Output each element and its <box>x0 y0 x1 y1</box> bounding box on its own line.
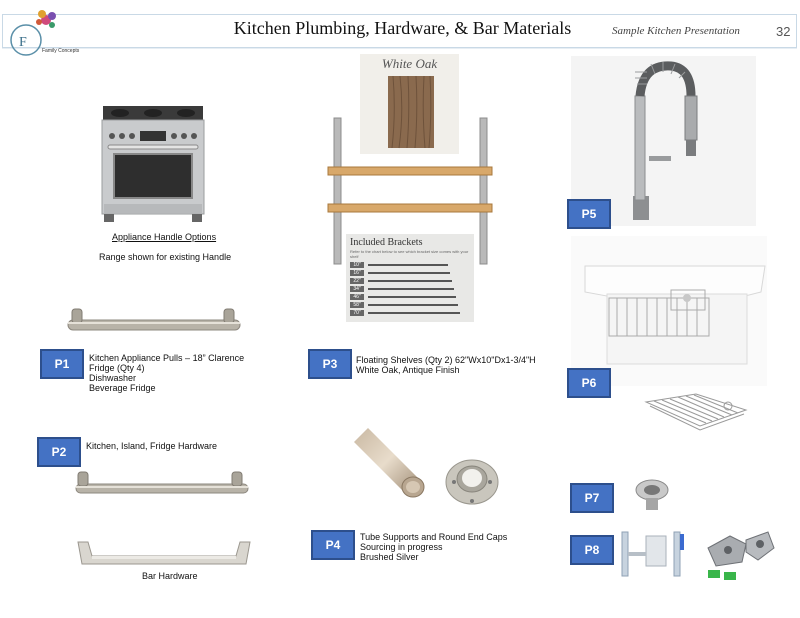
tag-p5: P5 <box>567 199 611 229</box>
bracket-size: 22" <box>350 278 364 284</box>
bar-hardware-image <box>74 536 254 568</box>
bracket-size: 34" <box>350 286 364 292</box>
bracket-bar <box>368 296 456 298</box>
white-oak-label: White Oak <box>381 56 438 71</box>
svg-text:Family Concepts: Family Concepts <box>42 48 80 54</box>
page-title: Kitchen Plumbing, Hardware, & Bar Materials <box>233 18 572 38</box>
range-note: Range shown for existing Handle <box>99 252 232 262</box>
tube-support-image <box>350 432 430 508</box>
bracket-size: 46" <box>350 294 364 300</box>
pipe-bracket-image <box>616 530 688 578</box>
p4-line: Tube Supports and Round End Caps <box>360 532 508 542</box>
p4-description <box>360 532 507 562</box>
round-end-cap-image <box>444 452 500 508</box>
bracket-size: 58" <box>350 302 364 308</box>
p3-description <box>356 355 536 375</box>
svg-text:F: F <box>19 35 27 50</box>
bracket-row <box>350 293 460 301</box>
bracket-bar <box>368 288 454 290</box>
farmhouse-sink-image <box>571 236 767 386</box>
bracket-row <box>350 269 460 277</box>
tag-p8: P8 <box>570 535 614 565</box>
island-pull-image <box>72 470 252 500</box>
p1-description <box>89 353 244 393</box>
bracket-size-list <box>350 261 460 317</box>
brackets-title: Included Brackets <box>350 237 423 248</box>
bracket-row <box>350 261 460 269</box>
bracket-bar <box>368 264 448 266</box>
strainer-image <box>630 476 674 514</box>
bracket-row <box>350 309 460 317</box>
brackets-subtitle: Refer to the chart below to see which bracket size comes with your shelf <box>350 249 469 259</box>
appliance-pull-image <box>64 306 244 338</box>
bracket-bar <box>368 304 458 306</box>
bracket-size: 70" <box>350 310 364 316</box>
bracket-row <box>350 285 460 293</box>
p1-line: Kitchen Appliance Pulls – 18” Clarence <box>89 353 245 363</box>
presentation-subtitle: Sample Kitchen Presentation <box>612 25 740 37</box>
bracket-row <box>350 277 460 285</box>
bracket-size: 10" <box>350 262 364 268</box>
p4-line: Brushed Silver <box>360 552 419 562</box>
tag-p3: P3 <box>308 349 352 379</box>
bracket-row <box>350 301 460 309</box>
page-number: 32 <box>776 24 791 39</box>
p3-line: White Oak, Antique Finish <box>356 365 460 375</box>
tag-p6: P6 <box>567 368 611 398</box>
p2-description: Kitchen, Island, Fridge Hardware <box>86 441 218 451</box>
tag-p2: P2 <box>37 437 81 467</box>
bracket-bar <box>368 312 460 314</box>
p4-line: Sourcing in progress <box>360 542 443 552</box>
tag-p1: P1 <box>40 349 84 379</box>
bracket-size: 16" <box>350 270 364 276</box>
tag-p7: P7 <box>570 483 614 513</box>
sink-grid-image <box>640 386 752 450</box>
p1-line: Beverage Fridge <box>89 383 156 393</box>
p3-line: Floating Shelves (Qty 2) 62"Wx10"Dx1-3/4"H <box>356 355 536 365</box>
clamp-bracket-image <box>702 526 776 584</box>
p1-line: Dishwasher <box>89 373 137 383</box>
bracket-bar <box>368 280 452 282</box>
tag-p4: P4 <box>311 530 355 560</box>
bracket-bar <box>368 272 450 274</box>
bar-hardware-caption: Bar Hardware <box>142 571 198 581</box>
included-brackets-card <box>346 234 474 322</box>
range-image <box>100 104 206 224</box>
company-logo <box>6 8 80 60</box>
p1-line: Fridge (Qty 4) <box>89 363 145 373</box>
appliance-handle-options-link[interactable]: Appliance Handle Options <box>112 232 217 242</box>
